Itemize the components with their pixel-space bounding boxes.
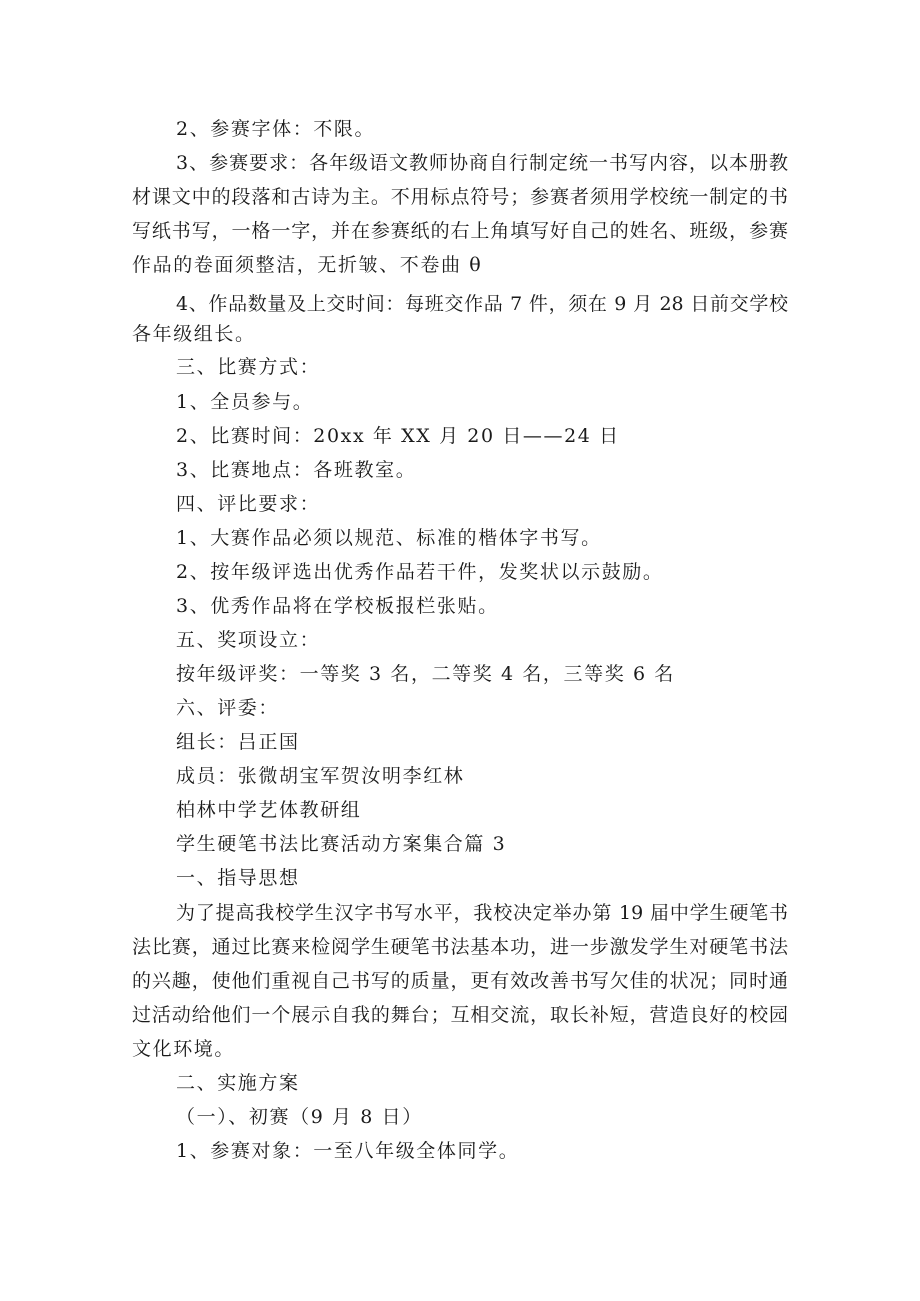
section-heading: 六、评委： [176, 697, 280, 719]
paragraph-line: 2、按年级评选出优秀作品若干件，发奖状以示鼓励。 [176, 561, 664, 583]
section-heading: 三、比赛方式： [176, 356, 321, 378]
paragraph-line: 法比赛，通过比赛来检阅学生硬笔书法基本功，进一步激发学生对硬笔书法 [132, 936, 788, 958]
paragraph-line: 组长：吕正国 [176, 731, 300, 753]
paragraph-line: 3、优秀作品将在学校板报栏张贴。 [176, 595, 499, 617]
paragraph-line: 材课文中的段落和古诗为主。不用标点符号；参赛者须用学校统一制定的书 [132, 186, 788, 208]
section-heading: 一、指导思想 [176, 867, 300, 889]
section-heading: 二、实施方案 [176, 1072, 300, 1094]
paragraph-line: 成员：张微胡宝军贺汝明李红林 [176, 765, 465, 787]
paragraph-line: 柏林中学艺体教研组 [176, 799, 362, 821]
paragraph-line: 2、比赛时间：20xx 年 XX 月 20 日——24 日 [176, 425, 620, 447]
subsection-heading: （一）、初赛（9 月 8 日） [176, 1106, 423, 1128]
paragraph-line: 各年级组长。 [132, 323, 256, 345]
paragraph-line: 3、比赛地点：各班教室。 [176, 459, 417, 481]
paragraph-line: 文化环境。 [132, 1038, 236, 1060]
paragraph-line: 的兴趣，使他们重视自己书写的质量，更有效改善书写欠佳的状况；同时通 [132, 970, 788, 992]
paragraph-line: 按年级评奖：一等奖 3 名，二等奖 4 名，三等奖 6 名 [176, 663, 675, 685]
section-heading: 五、奖项设立： [176, 629, 321, 651]
paragraph-line: 写纸书写，一格一字，并在参赛纸的右上角填写好自己的姓名、班级，参赛 [132, 220, 788, 242]
paragraph-line: 作品的卷面须整洁，无折皱、不卷曲 θ [132, 254, 483, 276]
paragraph-line: 3、参赛要求：各年级语文教师协商自行制定统一书写内容，以本册教 [176, 152, 788, 174]
article-title: 学生硬笔书法比赛活动方案集合篇 3 [176, 833, 507, 855]
section-heading: 四、评比要求： [176, 493, 321, 515]
paragraph-line: 2、参赛字体：不限。 [176, 118, 376, 140]
paragraph-line: 4、作品数量及上交时间：每班交作品 7 件，须在 9 月 28 日前交学校 [176, 293, 788, 315]
paragraph-line: 1、全员参与。 [176, 391, 314, 413]
paragraph-line: 1、参赛对象：一至八年级全体同学。 [176, 1140, 520, 1162]
paragraph-line: 1、大赛作品必须以规范、标准的楷体字书写。 [176, 527, 602, 549]
paragraph-line: 过活动给他们一个展示自我的舞台；互相交流，取长补短，营造良好的校园 [132, 1004, 788, 1026]
paragraph-line: 为了提高我校学生汉字书写水平，我校决定举办第 19 届中学生硬笔书 [176, 902, 788, 924]
